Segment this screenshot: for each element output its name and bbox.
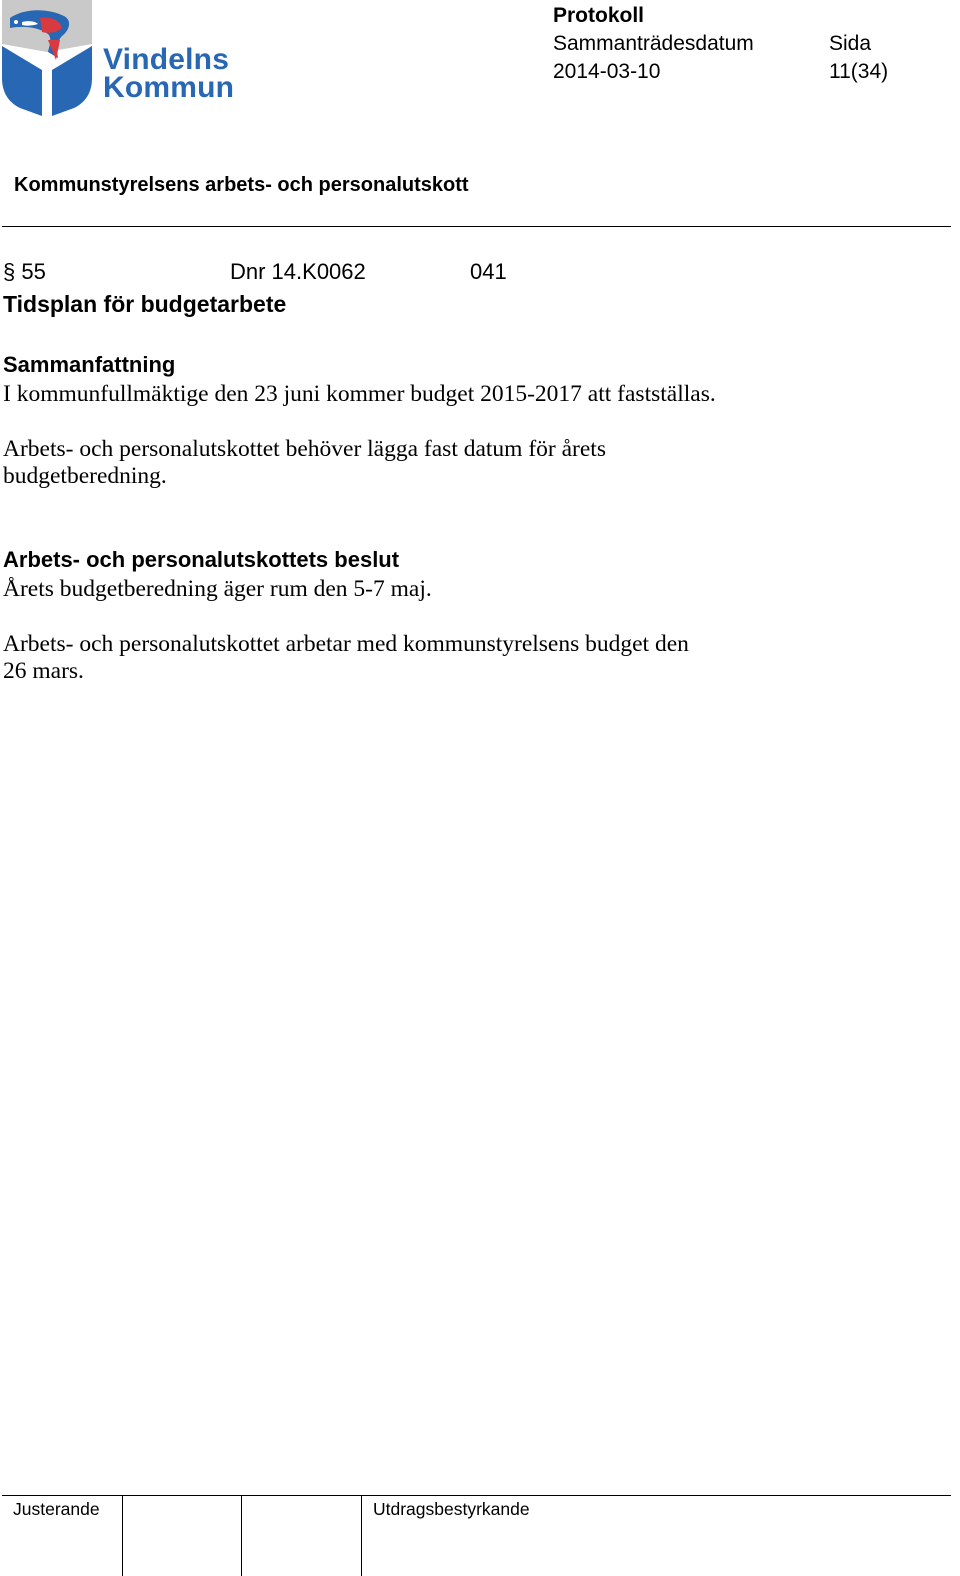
page-label: Sida: [829, 32, 872, 55]
adjuster-label: Justerande: [13, 1499, 100, 1519]
document-type: Protokoll: [553, 4, 645, 27]
summary-paragraph-1: I kommunfullmäktige den 23 juni kommer budget 2015-2017 att fastställas.: [3, 381, 716, 407]
decision-heading: Arbets- och personalutskottets beslut: [3, 547, 400, 572]
logo-text-vindelns: Vindelns: [103, 43, 230, 76]
item-title: Tidsplan för budgetarbete: [3, 291, 287, 317]
meeting-date-value: 2014-03-10: [553, 60, 661, 83]
header-divider: [2, 226, 951, 227]
logo-text-kommun: Kommun: [103, 71, 235, 104]
page-number: 11(34): [829, 60, 889, 83]
diary-number: Dnr 14.K0062: [230, 259, 366, 284]
signature-box-2: [123, 1496, 242, 1576]
classification-code: 041: [470, 259, 507, 284]
extract-certifier-label: Utdragsbestyrkande: [373, 1499, 530, 1519]
decision-paragraph-2-line-1: Arbets- och personalutskottet arbetar med kommunstyrelsens budget den: [3, 631, 689, 657]
coat-of-arms-icon: [0, 0, 100, 118]
meeting-date-label: Sammanträdesdatum: [553, 32, 754, 55]
summary-heading: Sammanfattning: [3, 352, 176, 377]
paragraph-number: § 55: [3, 259, 46, 284]
summary-paragraph-2-line-1: Arbets- och personalutskottet behöver lägga fast datum för årets: [3, 436, 606, 462]
municipality-logo: [0, 0, 250, 118]
summary-paragraph-2-line-2: budgetberedning.: [3, 463, 167, 489]
committee-name: Kommunstyrelsens arbets- och personalutskott: [14, 174, 469, 196]
signature-box-3: [243, 1496, 362, 1576]
decision-paragraph-2-line-2: 26 mars.: [3, 658, 84, 684]
decision-paragraph-1: Årets budgetberedning äger rum den 5-7 maj.: [3, 576, 432, 602]
